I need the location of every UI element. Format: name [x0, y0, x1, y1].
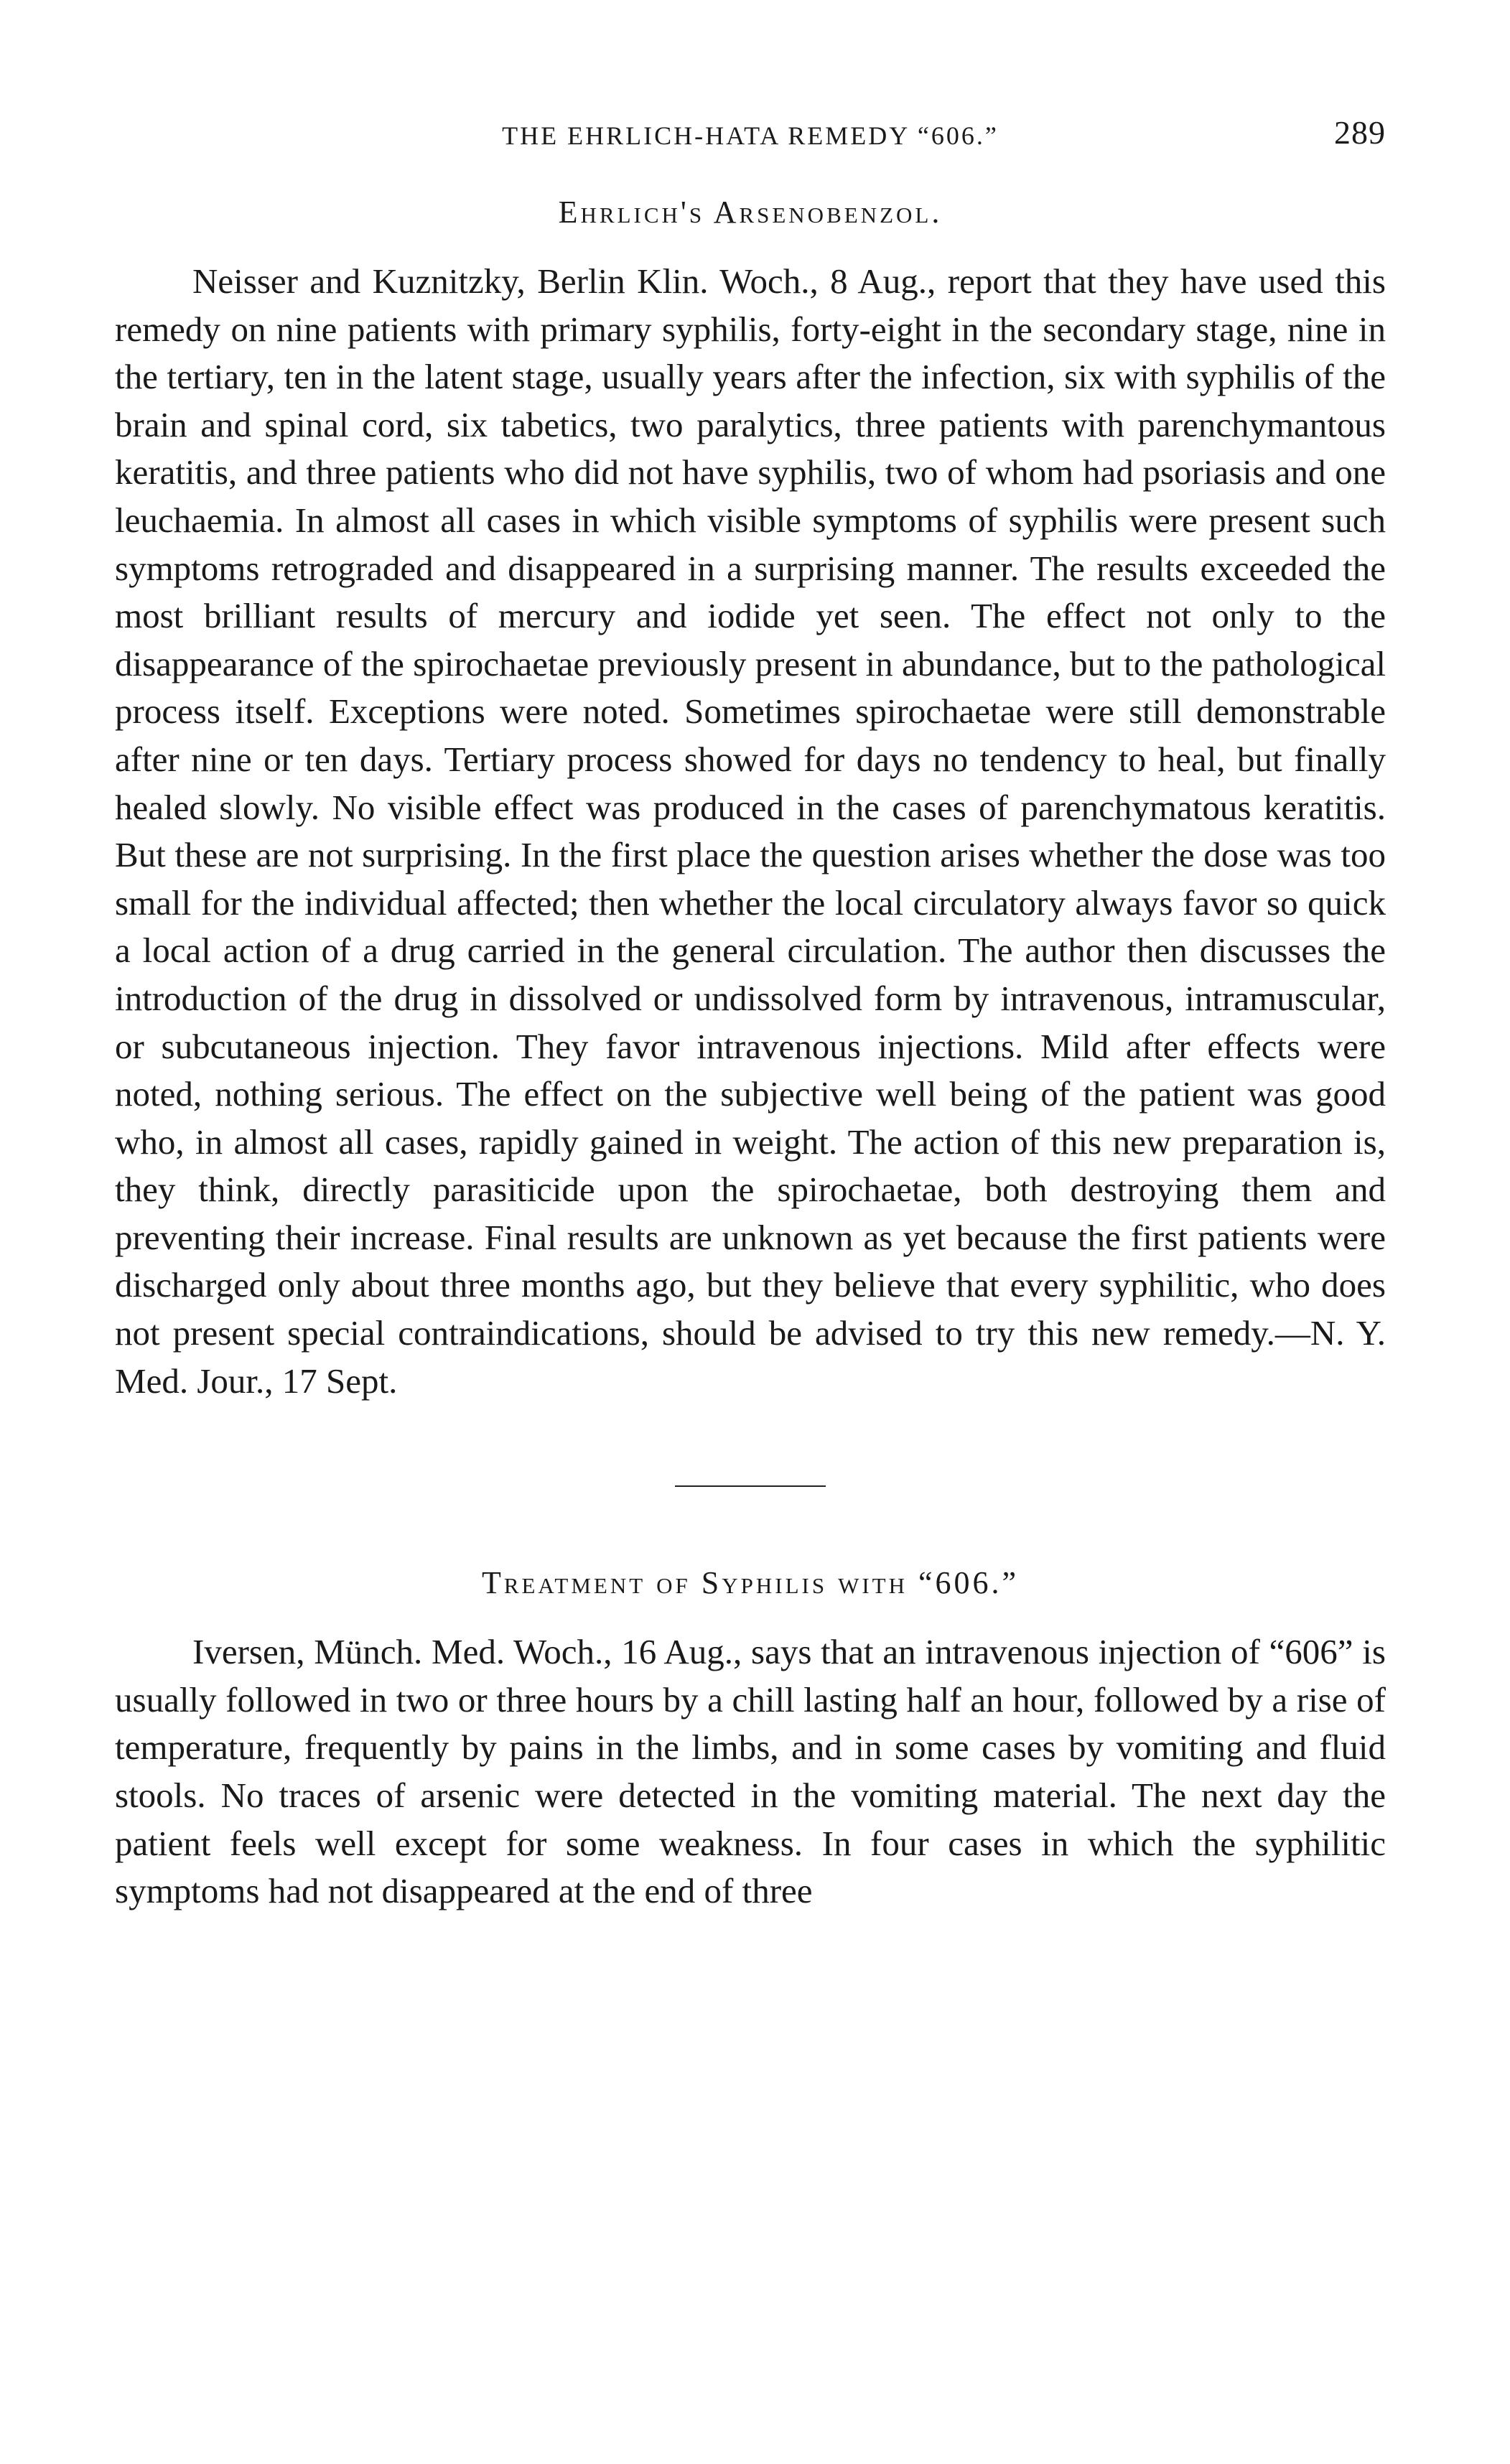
section-heading-arsenobenzol: Ehrlich's Arsenobenzol.	[558, 195, 943, 230]
paragraph-arsenobenzol: Neisser and Kuznitzky, Berlin Klin. Woch., 8 Aug., report that they have used this remedy on nine patients with primary syphilis, forty-eight in the secondary stage, nine in the tertiary, ten in the latent stage, usually years after the infection, six with syphilis of the brain and spinal cord, six tabetics, two paralytics, three patients with parenchymantous keratitis, and three patients who did not have syphilis, two of whom had psoriasis and one leuchaemia. In almost all cases in which visible symptoms of syphilis were present such symptoms retrograded and disappeared in a surprising manner. The results exceeded the most brilliant results of mercury and iodide yet seen. The effect not only to the disappearance of the spirochaetae previously present in abundance, but to the pathological process itself. Exceptions were noted. Sometimes spirochaetae were still demonstrable after nine or ten days. Tertiary process showed for days no tendency to heal, but finally healed slowly. No visible effect was produced in the cases of parenchymatous keratitis. But these are not surprising. In the first place the question arises whether the dose was too small for the individual affected; then whether the local circulatory always favor so quick a local action of a drug carried in the general circulation. The author then discusses the introduction of the drug in dissolved or undissolved form by intravenous, intramuscular, or subcutaneous injection. They favor intravenous injections. Mild after effects were noted, nothing serious. The effect on the subjective well being of the patient was good who, in almost all cases, rapidly gained in weight. The action of this new preparation is, they think, directly parasiticide upon the spirochaetae, both destroying them and preventing their increase. Final results are unknown as yet because the first patients were discharged only about three months ago, but they believe that every syphilitic, who does not present special contraindications, should be advised to try this new remedy.—N. Y. Med. Jour., 17 Sept.	[115, 261, 1386, 1401]
page-number: 289	[1334, 114, 1386, 151]
section-divider	[675, 1485, 826, 1487]
running-title: THE EHRLICH-HATA REMEDY “606.”	[502, 121, 999, 150]
section-heading-treatment-606: Treatment of Syphilis with “606.”	[481, 1565, 1020, 1601]
running-header	[115, 108, 1386, 158]
journal-page	[115, 108, 1386, 1915]
paragraph-treatment-606: Iversen, Münch. Med. Woch., 16 Aug., says that an intravenous injection of “606” is usually followed in two or three hours by a chill lasting half an hour, followed by a rise of temperature, frequently by pains in the limbs, and in some cases by vomiting and fluid stools. No traces of arsenic were detected in the vomiting material. The next day the patient feels well except for some weakness. In four cases in which the syphilitic symptoms had not disappeared at the end of three	[115, 1632, 1386, 1911]
